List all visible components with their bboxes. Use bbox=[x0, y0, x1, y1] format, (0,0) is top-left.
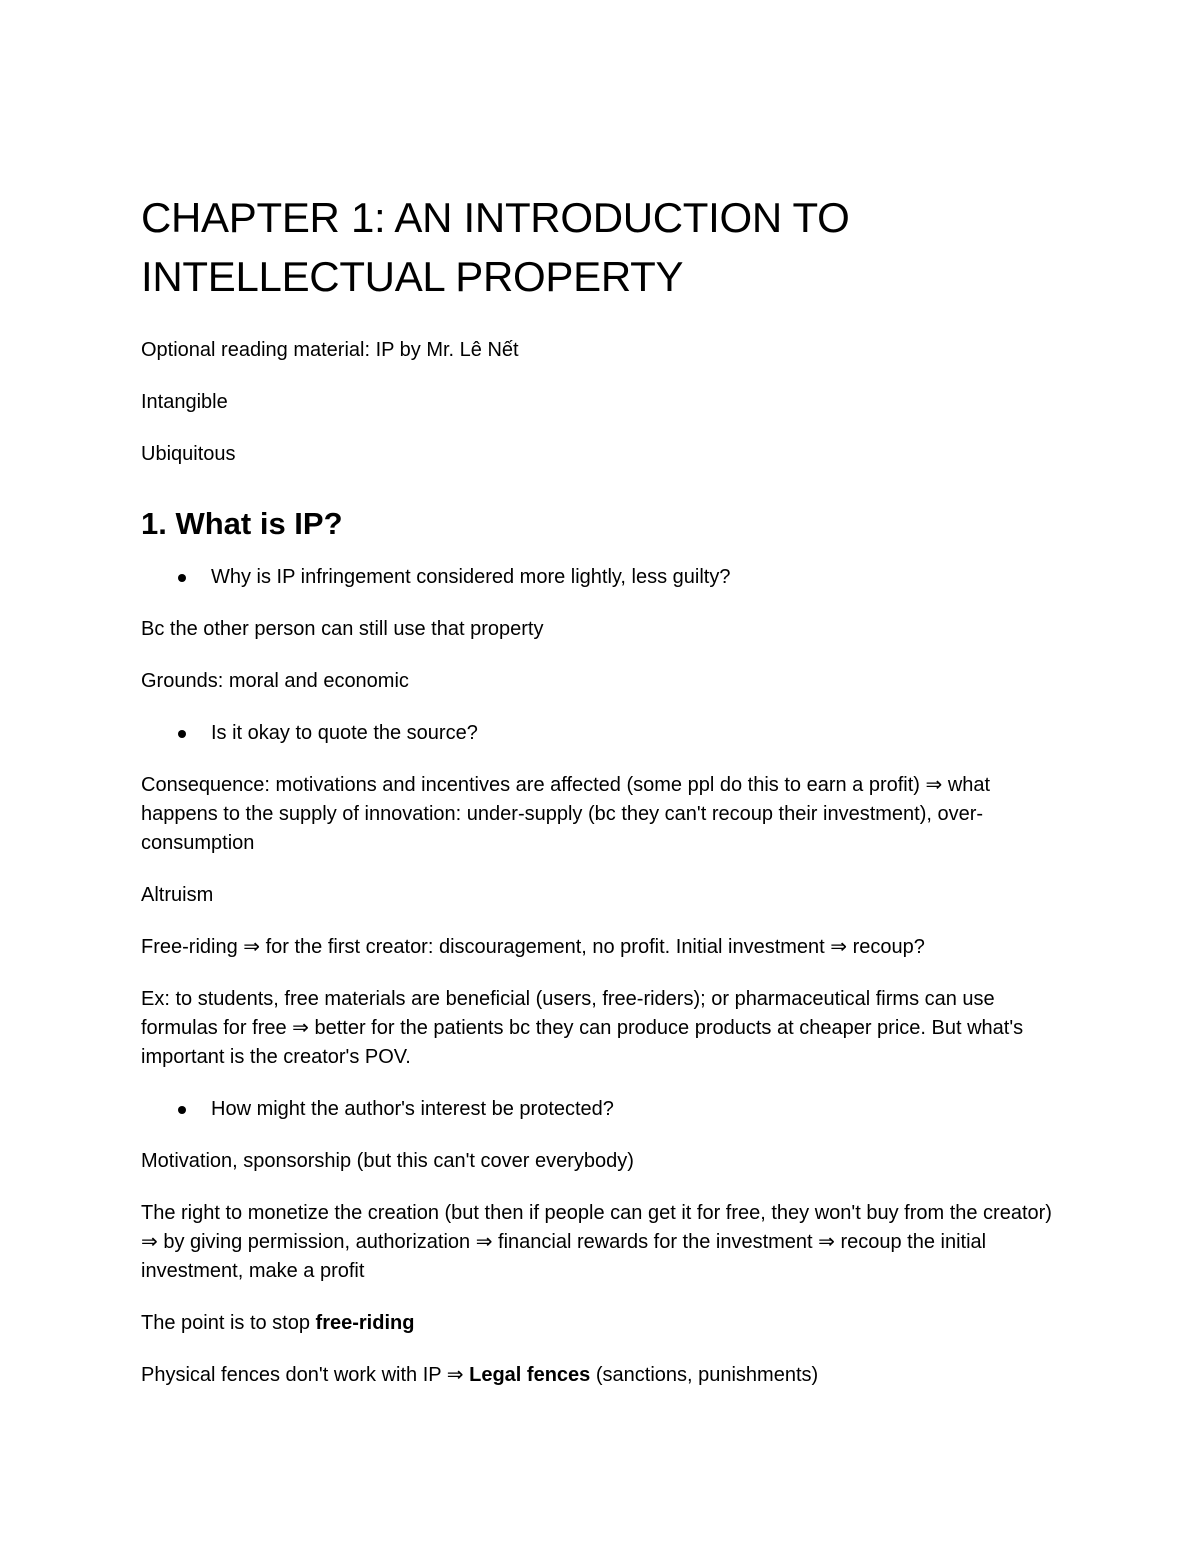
bullet-text: Is it okay to quote the source? bbox=[211, 722, 478, 744]
paragraph: Ex: to students, free materials are beneficial (users, free-riders); or pharmaceutical firms can use formulas for free ⇒ better for the patients bc they can produce products at cheaper price. But what's important is the creator's POV. bbox=[141, 988, 1024, 1068]
paragraph bbox=[141, 1309, 1071, 1338]
bullet-item bbox=[141, 563, 1071, 592]
bold-term: free-riding bbox=[315, 1312, 415, 1334]
paragraph: The right to monetize the creation (but then if people can get it for free, they won't buy from the creator) ⇒ by giving permission, authorization ⇒ financial rewards for the investment ⇒ recoup the initial investment, make a profit bbox=[141, 1202, 1052, 1282]
bullet-text: How might the author's interest be protected? bbox=[211, 1098, 614, 1120]
bullet-list bbox=[141, 1095, 1071, 1124]
paragraph: Free-riding ⇒ for the first creator: discouragement, no profit. Initial investment ⇒ recoup? bbox=[141, 936, 925, 958]
bullet-icon bbox=[178, 1106, 186, 1114]
bullet-list bbox=[141, 719, 1071, 748]
paragraph: Altruism bbox=[141, 884, 214, 906]
bullet-icon bbox=[178, 730, 186, 738]
document-page bbox=[141, 188, 1071, 1413]
paragraph: Bc the other person can still use that property bbox=[141, 618, 544, 640]
keyword-intangible: Intangible bbox=[141, 391, 228, 413]
bullet-item bbox=[141, 1095, 1071, 1124]
section-heading: 1. What is IP? bbox=[141, 506, 343, 541]
paragraph bbox=[141, 1361, 1071, 1390]
bold-term: Legal fences bbox=[469, 1364, 591, 1386]
paragraph: Motivation, sponsorship (but this can't cover everybody) bbox=[141, 1150, 634, 1172]
bullet-text: Why is IP infringement considered more lightly, less guilty? bbox=[211, 566, 731, 588]
bullet-icon bbox=[178, 574, 186, 582]
paragraph: Consequence: motivations and incentives are affected (some ppl do this to earn a profit) ⇒ what happens to the supply of innovation: under-supply (bc they can't recoup their investment), over-consumption bbox=[141, 774, 991, 854]
bullet-list bbox=[141, 563, 1071, 592]
text-run: Physical fences don't work with IP ⇒ bbox=[141, 1364, 470, 1386]
reading-material-line: Optional reading material: IP by Mr. Lê Nết bbox=[141, 339, 519, 361]
paragraph: Grounds: moral and economic bbox=[141, 670, 409, 692]
text-run: (sanctions, punishments) bbox=[590, 1364, 819, 1386]
keyword-ubiquitous: Ubiquitous bbox=[141, 443, 236, 465]
bullet-item bbox=[141, 719, 1071, 748]
text-run: The point is to stop bbox=[141, 1312, 316, 1334]
chapter-title: CHAPTER 1: AN INTRODUCTION TO INTELLECTUAL PROPERTY bbox=[141, 194, 850, 300]
